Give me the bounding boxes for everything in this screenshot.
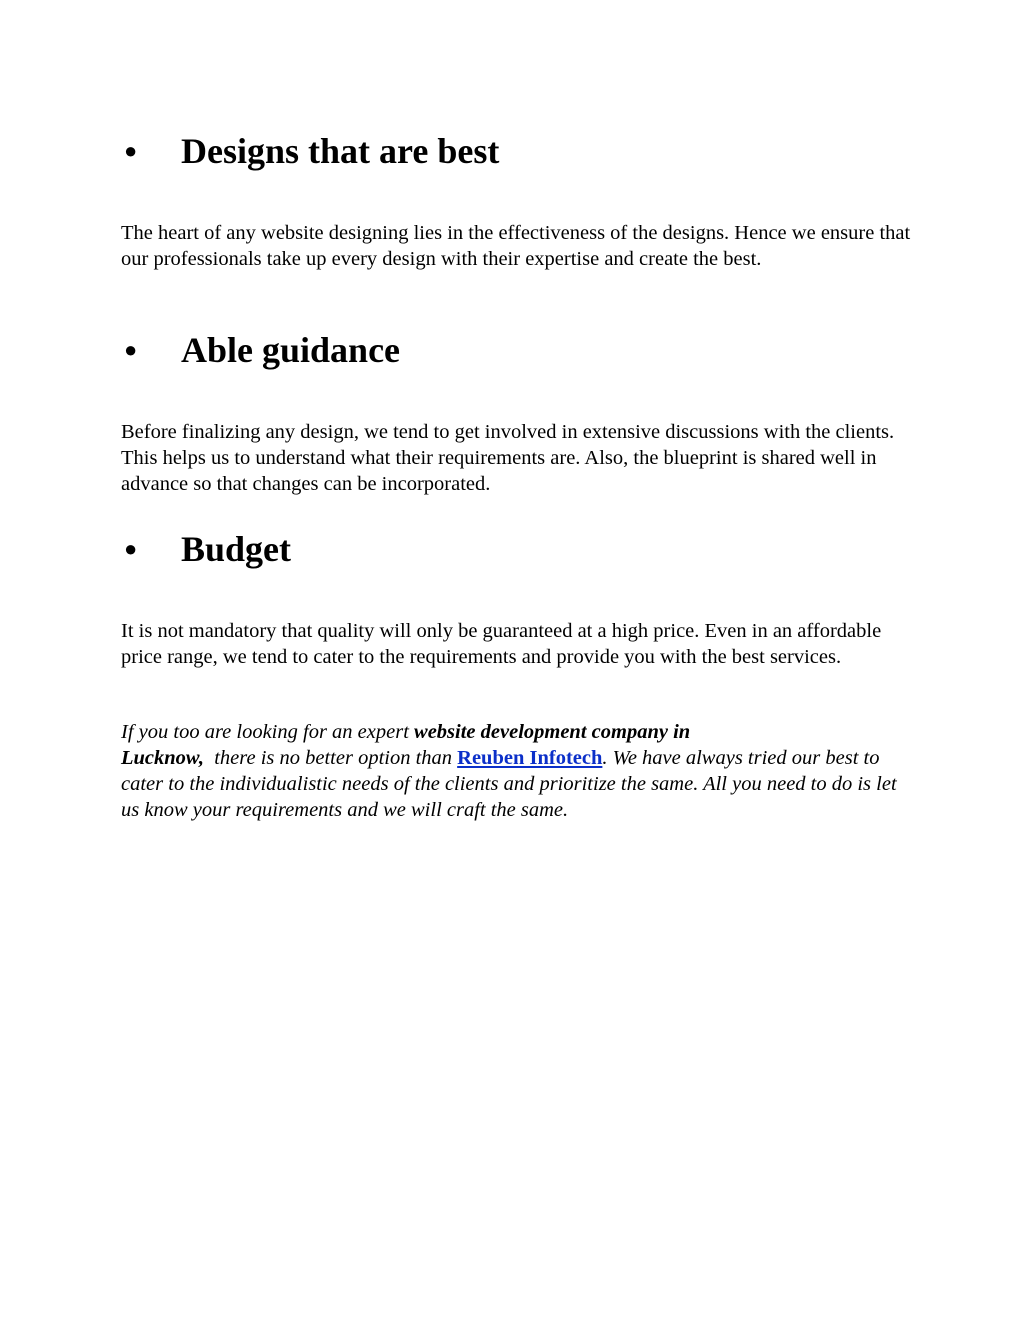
bullet-icon: ● [124,138,138,163]
reuben-infotech-link[interactable]: Reuben Infotech [457,747,603,769]
section-body-designs: The heart of any website designing lies in the effectiveness of the designs. Hence we ensure that our professionals take up every design with their expertise and create the best. [121,222,911,270]
closing-keyword-2: Lucknow, [121,747,204,769]
heading-text: Designs that are best [181,131,500,171]
closing-middle: there is no better option than [203,747,458,769]
section-heading-designs [121,129,911,173]
section-body-guidance: Before finalizing any design, we tend to get involved in extensive discussions with the clients. This helps us to understand what their requirements are. Also, the blueprint is shared well in advance so that changes can be incorporated. [121,421,895,495]
closing-after-link: . We have always tried our best to cater to the individualistic needs of the clients and prioritize the same. All you need to do is let us know your requirements and we will craft the same. [121,747,897,821]
section-heading-guidance [121,328,911,372]
section-body-budget: It is not mandatory that quality will only be guaranteed at a high price. Even in an affordable price range, we tend to cater to the requirements and provide you with the best services. [121,620,882,668]
closing-paragraph [121,719,911,823]
heading-text: Able guidance [181,330,401,370]
heading-text: Budget [181,529,292,569]
bullet-icon: ● [124,337,138,362]
closing-keyword-1: website development company in [414,721,691,743]
bullet-icon: ● [124,536,138,561]
section-heading-budget [121,527,911,571]
closing-intro: If you too are looking for an expert [121,721,415,743]
